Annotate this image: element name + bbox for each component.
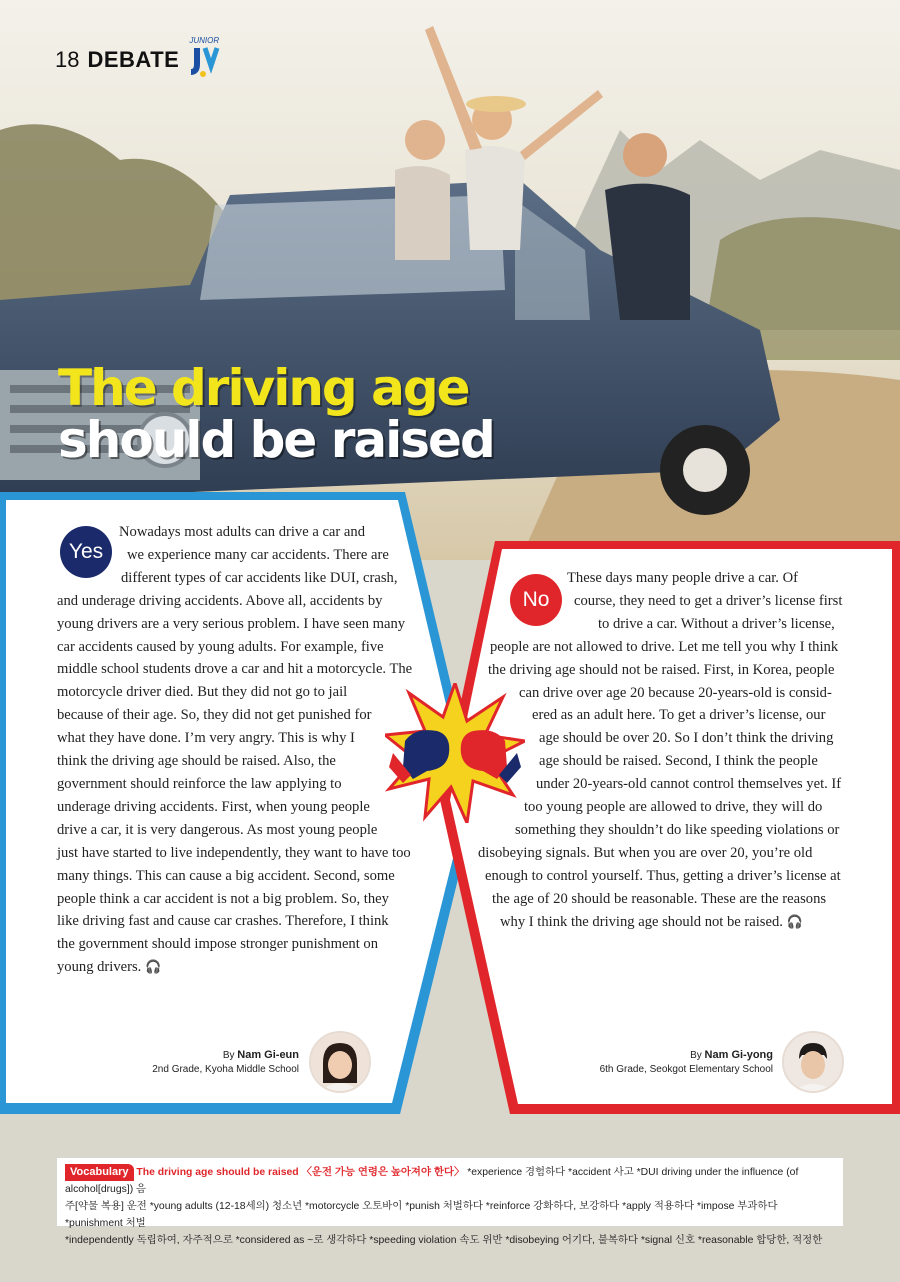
yes-byline: [152, 1048, 299, 1077]
vocabulary-line-3: *independently 독립하여, 자주적으로 *considered as ~로 생각하다 *speeding violation 속도 위반 *disobeying 어기다, 불복하다 *signal 신호 *reasonable 합당한, 적정한: [65, 1235, 823, 1246]
no-line: the age of 20 should be reasonable. These are the reasons: [492, 890, 827, 907]
yes-line: Nowadays most adults can drive a car and: [119, 524, 365, 540]
yes-by-label: By: [222, 1050, 235, 1061]
yes-line: like driving fast and cause car crashes. Therefore, I think: [57, 913, 389, 930]
no-line: age should be raised. Second, I think the people: [539, 753, 818, 770]
no-line-last: [478, 911, 842, 935]
logo-text: JUNIOR: [189, 36, 220, 45]
vocabulary-tag: Vocabulary: [65, 1164, 134, 1181]
headphones-icon[interactable]: 🎧: [786, 914, 803, 930]
no-line: people are not allowed to drive. Let me tell you why I think: [490, 638, 839, 655]
yes-line: because of their age. So, they did not get punished for: [57, 707, 372, 724]
yes-line: government should reinforce the law applying to: [57, 775, 342, 792]
yes-badge: Yes: [60, 526, 112, 578]
no-line: too young people are allowed to drive, they will do: [524, 799, 823, 816]
yes-line: many things. This can cause a big accident. Second, some: [57, 867, 395, 884]
junior-logo-icon: [187, 42, 221, 78]
yes-author: Nam Gi-eun: [237, 1049, 299, 1061]
title-line-2: should be raised: [58, 411, 494, 469]
girl-portrait-icon: [311, 1033, 369, 1091]
yes-line: people think a car accident is not a big problem. So, they: [57, 890, 389, 907]
no-badge: No: [510, 574, 562, 626]
boy-portrait-icon: [784, 1033, 842, 1091]
no-line: can drive over age 20 because 20-years-old is consid-: [519, 684, 832, 701]
no-line: ered as an adult here. To get a driver’s license, our: [532, 707, 826, 724]
no-line: age should be over 20. So I don’t think the driving: [539, 730, 834, 747]
vocabulary-heading: The driving age should be raised 〈운전 가능 연령은 높아져야 한다〉: [136, 1167, 465, 1178]
yes-line: young drivers are a very serious problem. I have seen many: [57, 615, 406, 632]
no-byline: [600, 1048, 773, 1077]
headphones-icon[interactable]: 🎧: [144, 960, 162, 976]
yes-line: underage driving accidents. First, when young people: [57, 798, 370, 815]
no-line: something they shouldn’t do like speeding violations or: [515, 821, 840, 838]
no-line: under 20-years-old cannot control themselves yet. If: [536, 776, 842, 793]
no-affiliation: 6th Grade, Seokgot Elementary School: [599, 1064, 773, 1075]
no-line: enough to control yourself. Thus, getting a driver’s license at: [485, 867, 841, 884]
no-line: disobeying signals. But when you are over 20, you’re old: [478, 844, 813, 861]
yes-line: and underage driving accidents. Above all, accidents by: [57, 592, 383, 609]
yes-line: motorcycle driver died. But they did not go to jail: [57, 684, 348, 701]
section-title: DEBATE: [87, 47, 180, 72]
yes-line: drive a car, it is very dangerous. As most young people: [57, 821, 378, 838]
no-line: the driving age should not be raised. First, in Korea, people: [488, 661, 835, 678]
yes-argument: [57, 521, 412, 980]
no-author: Nam Gi-yong: [704, 1049, 773, 1061]
no-by-label: By: [690, 1050, 702, 1061]
yes-author-avatar: [309, 1031, 371, 1093]
vocabulary-line-1: *experience 경험하다 *accident 사고 *DUI driving under the influence (of alcohol[drugs]) 음: [65, 1167, 799, 1195]
yes-line: car accidents caused by young adults. For example, five: [57, 638, 384, 655]
page-number: 18: [55, 47, 80, 72]
yes-line: what they have done. I’m very angry. This is why I: [57, 730, 355, 747]
yes-line-last: [57, 956, 412, 980]
yes-affiliation: 2nd Grade, Kyoha Middle School: [152, 1064, 299, 1075]
page-header: [55, 36, 221, 78]
yes-line: middle school students drove a car and hit a motorcycle. The: [57, 661, 413, 678]
yes-line: just have started to live independently, they want to have too: [57, 844, 411, 861]
yes-line: we experience many car accidents. There are: [127, 546, 389, 563]
title-line-1: The driving age: [58, 359, 469, 417]
yes-line: the government should impose stronger punishment on: [57, 936, 379, 953]
yes-line: think the driving age should be raised. Also, the: [57, 753, 336, 770]
no-line: to drive a car. Without a driver’s license,: [598, 615, 835, 632]
boxing-gloves-icon: [385, 683, 525, 828]
yes-line: different types of car accidents like DUI, crash,: [121, 569, 398, 586]
no-line: course, they need to get a driver’s license first: [574, 592, 843, 609]
vocabulary-box: [57, 1158, 843, 1246]
vocabulary-line-2: 주[약물 복용] 운전 *young adults (12-18세의) 청소년 *motorcycle 오토바이 *punish 처벌하다 *reinforce 강화하다, 보강하다 *apply 적용하다 *impose 부과하다 *punishment 처벌: [65, 1201, 778, 1229]
burst-icon: [385, 683, 525, 823]
yes-line: young drivers.: [57, 959, 142, 976]
no-line: These days many people drive a car. Of: [567, 570, 798, 586]
no-line: why I think the driving age should not be raised.: [500, 913, 783, 930]
article-title: [58, 359, 494, 469]
no-author-avatar: [782, 1031, 844, 1093]
junior-logo: [187, 36, 221, 78]
